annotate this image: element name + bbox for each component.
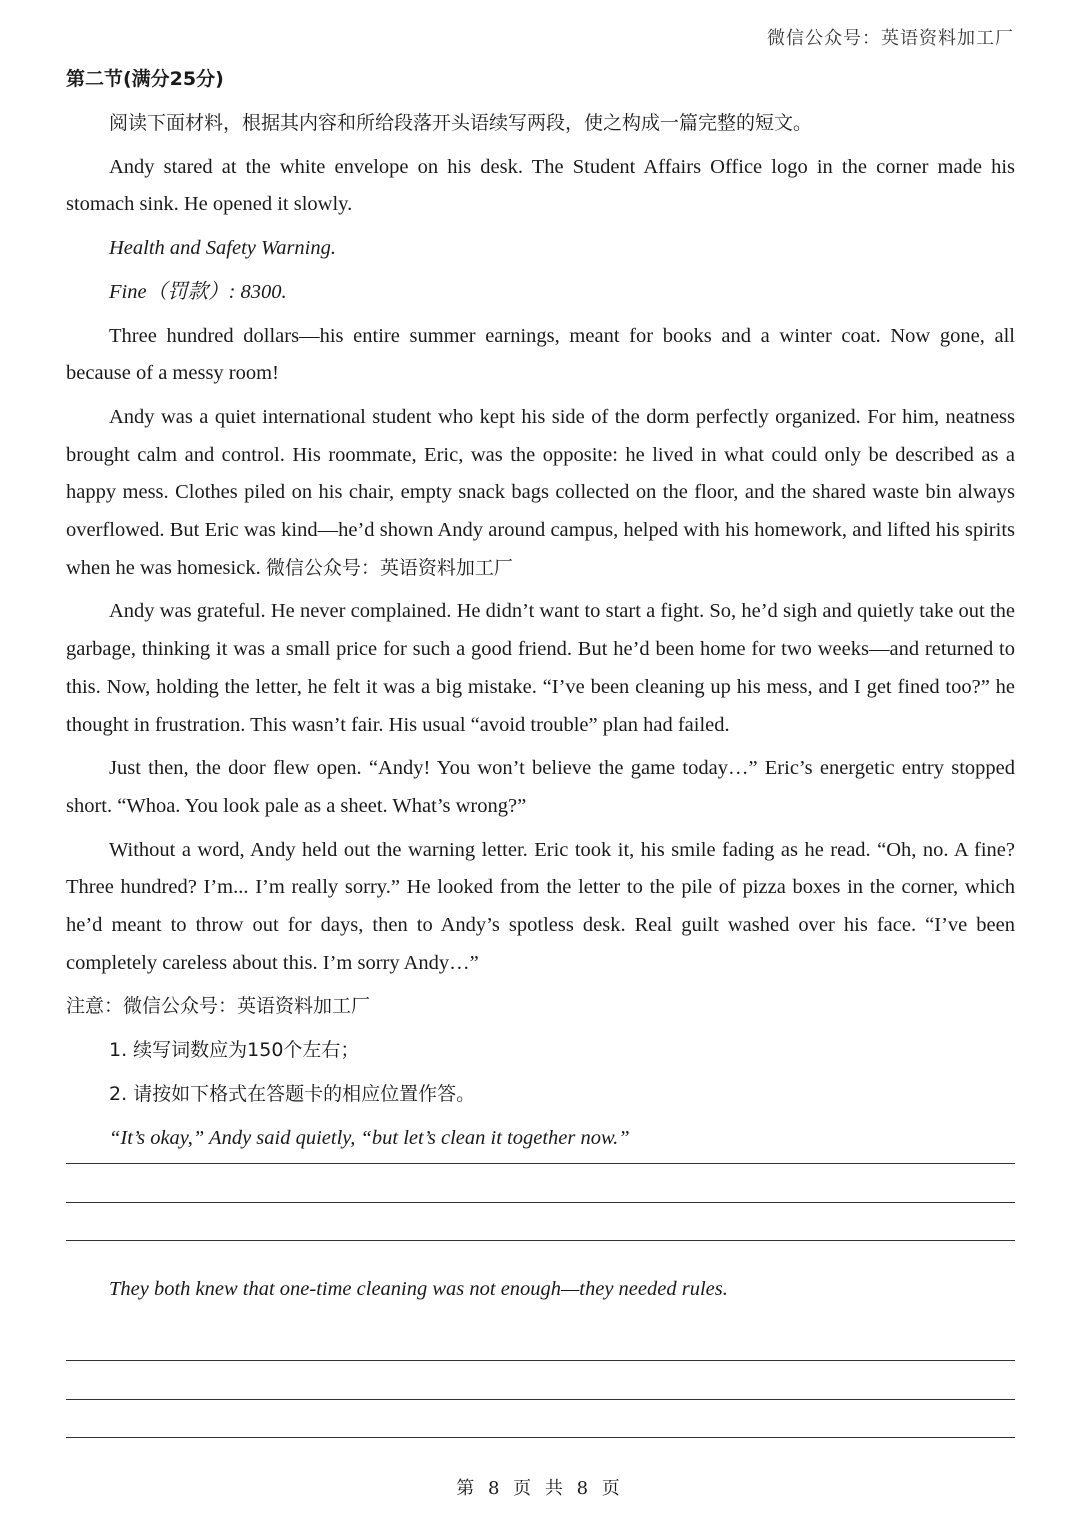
letter-line-1: Health and Safety Warning. xyxy=(109,237,337,260)
answer-line xyxy=(66,1399,1015,1400)
passage-body xyxy=(66,105,1015,1163)
paragraph-1: Andy stared at the white envelope on his desk. The Student Affairs Office logo in the corner made his stomach sink. He opened it slowly. xyxy=(66,155,1015,216)
paragraph-6: Without a word, Andy held out the warning letter. Eric took it, his smile fading as he read. “Oh, no. A fine? Three hundred? I’m... I’m really sorry.” He looked from the letter to the pile of pizza boxes in the corner, which he’d meant to throw out for days, then to Andy’s spotless desk. Real guilt washed over his face. “I’ve been completely careless about this. I’m sorry Andy…” xyxy=(66,838,1015,974)
notes-heading: 注意：微信公众号：英语资料加工厂 xyxy=(66,995,371,1018)
paragraph-3 xyxy=(66,399,1015,588)
paragraph-2: Three hundred dollars—his entire summer earnings, meant for books and a winter coat. Now gone, all because of a messy room! xyxy=(66,324,1015,385)
page-number: 第 8 页 共 8 页 xyxy=(456,1478,624,1499)
header-watermark: 微信公众号：英语资料加工厂 xyxy=(767,28,1014,49)
continuation-prompt-2: They both knew that one-time cleaning was not enough—they needed rules. xyxy=(109,1278,728,1300)
answer-line xyxy=(66,1437,1015,1438)
note-item-1: 1. 续写词数应为150个左右； xyxy=(109,1039,360,1062)
note-item-2: 2. 请按如下格式在答题卡的相应位置作答。 xyxy=(109,1082,476,1105)
answer-line xyxy=(66,1163,1015,1164)
inline-watermark: 微信公众号：英语资料加工厂 xyxy=(265,556,513,579)
answer-line xyxy=(66,1240,1015,1241)
paragraph-5: Just then, the door flew open. “Andy! You won’t believe the game today…” Eric’s energetic entry stopped short. “Whoa. You look pale as a sheet. What’s wrong?” xyxy=(66,757,1015,817)
continuation-prompt-1: “It’s okay,” Andy said quietly, “but let’s clean it together now.” xyxy=(109,1126,630,1149)
paragraph-3-text: Andy was a quiet international student who kept his side of the dorm perfectly organized. For him, neatness brought calm and control. His roommate, Eric, was the opposite: he lived in what could only be described as a happy mess. Clothes piled on his chair, empty snack bags collected on the floor, and the shared waste bin always overflowed. But Eric was kind—he’d shown Andy around campus, helped with his homework, and lifted his spirits when he was homesick. xyxy=(66,405,1015,579)
instruction: 阅读下面材料，根据其内容和所给段落开头语续写两段，使之构成一篇完整的短文。 xyxy=(109,112,813,134)
letter-line-2: Fine（罚款）: 8300. xyxy=(109,280,287,303)
section-title: 第二节(满分25分) xyxy=(66,68,224,90)
paragraph-4: Andy was grateful. He never complained. He didn’t want to start a fight. So, he’d sigh and quietly take out the garbage, thinking it was a small price for such a good friend. But he’d been home for two weeks—and returned to this. Now, holding the letter, he felt it was a big mistake. “I’ve been cleaning up his mess, and I get fined too?” he thought in frustration. This wasn’t fair. His usual “avoid trouble” plan had failed. xyxy=(66,600,1015,736)
answer-line xyxy=(66,1360,1015,1361)
answer-line xyxy=(66,1202,1015,1203)
